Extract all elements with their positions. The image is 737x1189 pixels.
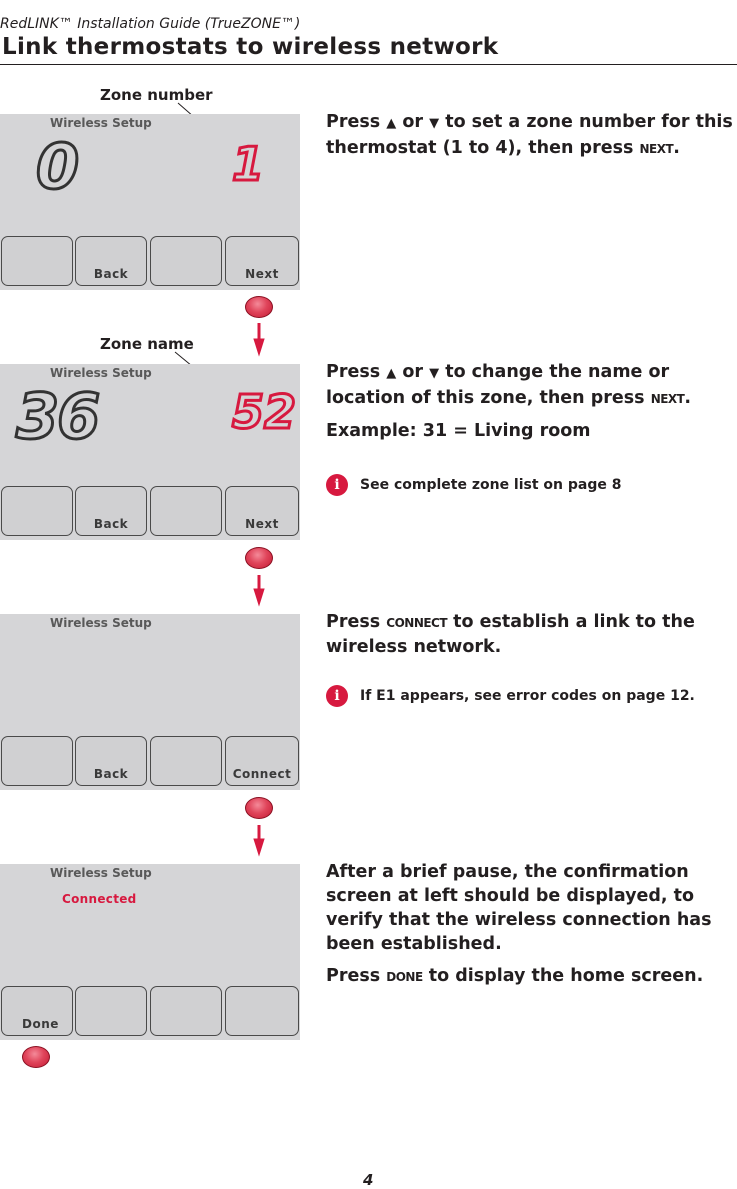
page-title: Link thermostats to wireless network xyxy=(2,34,499,60)
guide-title: RedLINK™ Installation Guide (TrueZONE™) xyxy=(0,16,301,32)
next-button[interactable]: Next xyxy=(225,486,299,536)
back-button[interactable]: Back xyxy=(75,236,147,286)
page-number: 4 xyxy=(363,1171,374,1189)
screen-label: Wireless Setup xyxy=(50,366,152,380)
thermostat-screen-zone-name xyxy=(0,364,300,540)
next-button[interactable]: Next xyxy=(225,236,299,286)
info-icon: i xyxy=(326,685,348,707)
back-button[interactable]: Back xyxy=(75,736,147,786)
softkey-2[interactable] xyxy=(75,986,147,1036)
red-button-icon xyxy=(22,1046,50,1068)
softkey-3[interactable] xyxy=(150,736,222,786)
flow-arrow-head xyxy=(254,589,264,605)
zone-name-callout: Zone name xyxy=(100,335,194,353)
zone-list-note: i See complete zone list on page 8 xyxy=(326,474,622,496)
thermostat-screen-zone-number xyxy=(0,114,300,290)
softkey-4[interactable] xyxy=(225,986,299,1036)
thermostat-screen-connected xyxy=(0,864,300,1040)
connection-status: Connected xyxy=(62,892,137,906)
up-arrow-icon: ▲ xyxy=(386,366,397,381)
down-arrow-icon: ▼ xyxy=(429,366,440,381)
thermostat-screen-connect xyxy=(0,614,300,790)
back-button[interactable]: Back xyxy=(75,486,147,536)
zone-number-digit: 0 xyxy=(36,130,80,203)
screen-label: Wireless Setup xyxy=(50,866,152,880)
softkey-1[interactable] xyxy=(1,236,73,286)
softkey-1[interactable] xyxy=(1,486,73,536)
connect-button[interactable]: Connect xyxy=(225,736,299,786)
zone-number-callout: Zone number xyxy=(100,86,213,104)
softkey-3[interactable] xyxy=(150,986,222,1036)
flow-arrow-head xyxy=(254,839,264,855)
softkey-1[interactable] xyxy=(1,736,73,786)
screen-label: Wireless Setup xyxy=(50,116,152,130)
flow-arrow-head xyxy=(254,339,264,355)
red-button-icon xyxy=(245,296,273,318)
step-1-instruction: Press ▲ or ▼ to set a zone number for this thermostat (1 to 4), then press NEXT. xyxy=(326,112,733,158)
zone-name-value: 52 xyxy=(232,385,297,439)
done-button[interactable]: Done xyxy=(1,986,73,1036)
up-arrow-icon: ▲ xyxy=(386,116,397,131)
zone-number-value: 1 xyxy=(232,137,265,191)
zone-name-code: 36 xyxy=(16,380,99,453)
info-icon: i xyxy=(326,474,348,496)
step-2-instruction: Press ▲ or ▼ to change the name or location of this zone, then press NEXT. Example: 31 = Living room xyxy=(326,360,736,451)
step-4-instruction: After a brief pause, the confirmation screen at left should be displayed, to verify that the wireless connection has been established. Press DONE to display the home screen. xyxy=(326,862,712,986)
softkey-3[interactable] xyxy=(150,236,222,286)
step-3-instruction: Press CONNECT to establish a link to the wireless network. xyxy=(326,612,695,657)
down-arrow-icon: ▼ xyxy=(429,116,440,131)
red-button-icon xyxy=(245,797,273,819)
softkey-3[interactable] xyxy=(150,486,222,536)
red-button-icon xyxy=(245,547,273,569)
error-codes-note: i If E1 appears, see error codes on page 12. xyxy=(326,685,695,707)
screen-label: Wireless Setup xyxy=(50,616,152,630)
zone-name-example: Example: 31 = Living room xyxy=(326,421,591,441)
